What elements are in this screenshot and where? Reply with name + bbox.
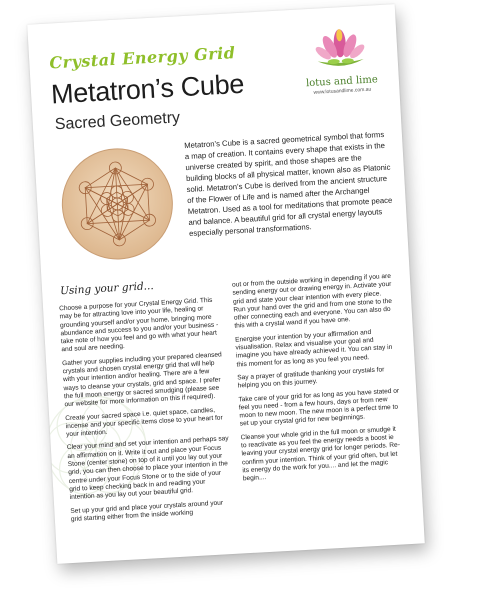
flyer-sheet bbox=[27, 4, 425, 564]
right-column bbox=[232, 273, 405, 489]
lotus-icon bbox=[312, 26, 368, 73]
instruction-paragraph: Create your sacred space i.e. quiet space, candles, incense and your specific items close to your heart for your intention. bbox=[65, 406, 223, 439]
instruction-paragraph: Gather your supplies including your prepared cleansed crystals and chosen crystal energy grid that will help with your intention and/or healing. There are a few ways to cleanse your crystals, grid and space. I prefer the full moon energy or sacred smudging (please see our website for more information on this if required). bbox=[61, 351, 222, 409]
instruction-paragraph: Take care of your grid for as long as you have stated or feel you need - from a few hours, days or from new moon to new moon. The new moon is a perfect time to set up your crystal grid for new beginnings. bbox=[238, 387, 400, 428]
brand-logo bbox=[300, 25, 382, 96]
instruction-paragraph: Set up your grid and place your crystals around your grid starting either from the inside working bbox=[70, 499, 224, 523]
page-title: Metatron’s Cube bbox=[50, 68, 245, 110]
kicker-heading: Crystal Energy Grid bbox=[48, 43, 236, 73]
intro-paragraph: Metatron’s Cube is a sacred geometrical symbol that forms a map of creation. It contains every shape that exists in the universe created by spirit, and those shapes are the building blocks of all physical matter, known also as Platonic solid. Metatron’s Cube is derived from the ancient structure of the Flower of Life and is named after the Archangel Metatron. Used as a tool for meditations that promote peace and balance. A beautiful grid for all crystal energy layouts especially personal transformations. bbox=[183, 129, 393, 238]
brand-url: www.lotusandlime.com.au bbox=[313, 86, 372, 96]
brand-name: lotus and lime bbox=[305, 74, 379, 90]
page-subtitle: Sacred Geometry bbox=[54, 109, 181, 134]
instruction-paragraph: Clear your mind and set your intention and perhaps say an affirmation on it. Write it out and place your Focus Stone (center stone) on top of it until you lay out your grid, you can then choose to place your intention in the centre under your Focus Stone or to the side of your grid to keep checking back in and reading your intention as you lay out your beautiful grid. bbox=[66, 435, 229, 502]
metatrons-cube-board bbox=[58, 145, 176, 263]
instruction-paragraph: Say a prayer of gratitude thanking your crystals for helping you on this journey. bbox=[237, 366, 385, 390]
left-column bbox=[59, 296, 233, 529]
instruction-paragraph: Choose a purpose for your Crystal Energy Grid. This may be for attracting love into your life, healing or grounding yourself and/or your home, bringing more abundance and success to you and/or your business - take note of how you feel and go with what your heart and soul are needing. bbox=[58, 296, 219, 354]
instruction-paragraph: out or from the outside working in depending if you are sending energy out or drawing energy in. Activate your grid and state your clear intention with every piece. Run your hand over the grid and from one stone to the other connecting each and everyone. You can also do this with a crystal wand if you have one. bbox=[231, 272, 393, 331]
instruction-paragraph: Energise your intention by your affirmation and visualisation. Relax and visualise your goal and imagine you have already achieved it. You can stay in this moment for as long as you feel you need. bbox=[234, 328, 393, 369]
using-heading: Using your grid... bbox=[59, 280, 154, 298]
instruction-paragraph: Cleanse your whole grid in the full moon or smudge it to reactivate as you feel the energy needs a boost ie leaving your crystal energy grid for longer periods. Re-confirm your intention. Think of your grid often, but let its energy do the work for you.... and let the magic begin.... bbox=[240, 425, 401, 483]
